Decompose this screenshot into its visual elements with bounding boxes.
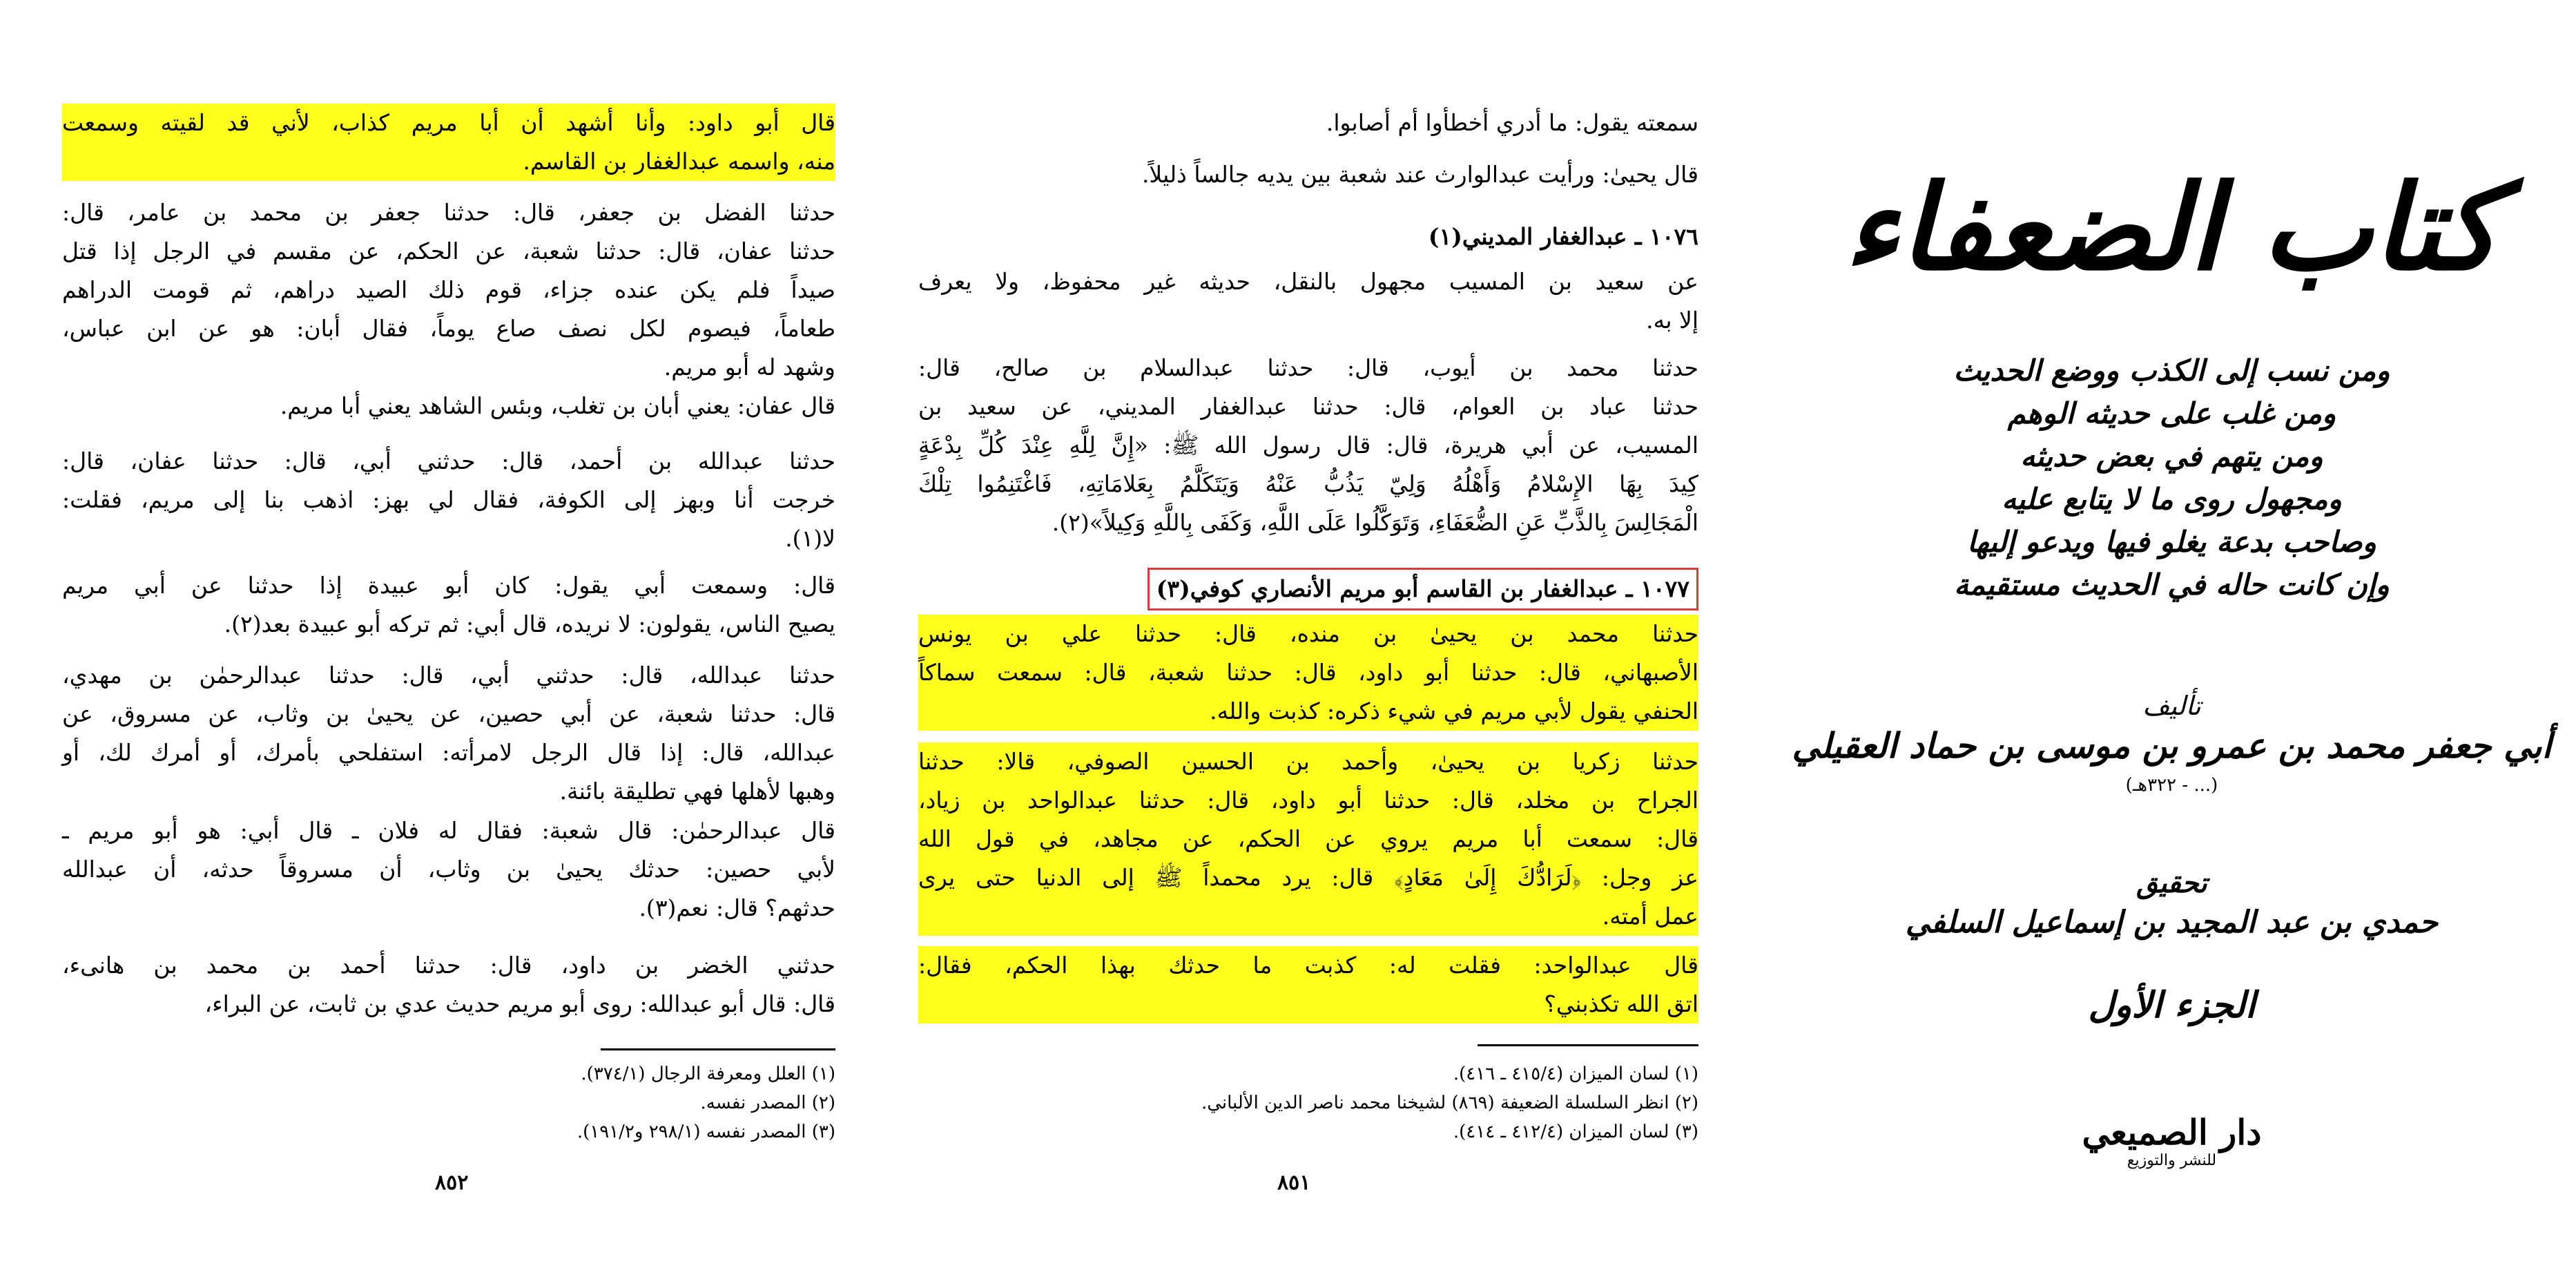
text-line: حدثنا محمد بن أيوب، قال: حدثنا عبدالسلام بن صالح، قال: [918, 354, 1698, 381]
paragraph [62, 811, 835, 928]
cover-page [1768, 0, 2576, 1268]
text-line: صيداً فلم يكن عنده جزاء، قوم ذلك الصيد دراهم، ثم قومت الدراهم [62, 276, 835, 303]
paragraph [62, 656, 835, 811]
subtitle-line: ومن غلب على حديثه الوهم [2007, 396, 2336, 430]
text-line: وشهد له أبو مريم. [664, 354, 835, 381]
subtitle-line: ومن يتهم في بعض حديثه [2020, 439, 2323, 473]
paragraph [62, 193, 835, 387]
text-line: قال يحيىٰ: ورأيت عبدالوارث عند شعبة بين يديه جالساً ذليلاً. [1141, 161, 1698, 188]
text-line: حدثنا زكريا بن يحيىٰ، وأحمد بن الحسين الصوفي، قالا: حدثنا [918, 742, 1698, 781]
text-line: الأصبهاني، قال: حدثنا أبو داود، قال: حدثنا شعبة، قال: سمعت سماكاً [918, 653, 1698, 692]
footnote: (٢) المصدر نفسه. [700, 1093, 835, 1113]
text-line: عبدالله، قال: إذا قال الرجل لامرأته: استفلحي بأمرك، أو أمرك لك، أو [62, 739, 835, 766]
text-line: سمعته يقول: ما أدري أخطأوا أم أصابوا. [1326, 109, 1698, 136]
text-line: اتق الله تكذبني؟ [918, 985, 1698, 1024]
text-line: قال عبدالواحد: فقلت له: كذبت ما حدثك بهذا الحكم، فقال: [918, 946, 1698, 985]
footnote: (١) العلل ومعرفة الرجال (٣٧٤/١). [581, 1064, 835, 1084]
author-label: تأليف [2142, 691, 2201, 721]
text-line: قال: قال أبو عبدالله: روى أبو مريم حديث عدي بن ثابت، عن البراء، [204, 990, 835, 1017]
text-line: يصيح الناس، يقولون: لا نريده، قال أبي: ثم تركه أبو عبيدة بعد(٢). [224, 611, 835, 637]
text-line: حدثنا عباد بن العوام، قال: حدثنا عبدالغفار المديني، عن سعيد بن [918, 393, 1698, 420]
footnote: (٣) المصدر نفسه (٢٩٨/١ و١٩١/٢). [577, 1122, 835, 1142]
text-line: عن سعيد بن المسيب مجهول بالنقل، حديثه غير محفوظ، ولا يعرف [918, 268, 1698, 295]
text-line: لا(١). [785, 525, 835, 552]
entry-description [918, 262, 1698, 340]
text-line: عز وجل: ﴿لَرَادُّكَ إِلَىٰ مَعَادٍ﴾ قال: يرد محمداً ﷺ إلى الدنيا حتى يرى [918, 858, 1698, 897]
entry-heading-1077-wrap [918, 568, 1698, 611]
subtitle-line: ومن نسب إلى الكذب ووضع الحديث [1953, 354, 2390, 387]
publisher-tagline: للنشر والتوزيع [2127, 1152, 2217, 1169]
hadith-paragraph [918, 349, 1698, 542]
text-line: عمل أمته. [918, 897, 1698, 936]
editor-label: تحقيق [2136, 867, 2207, 899]
highlighted-paragraph [918, 946, 1698, 1024]
text-line: قال عبدالرحمٰن: قال شعبة: فقال له فلان ـ قال أبي: هو أبو مريم ـ [62, 817, 835, 844]
text-line: خرجت أنا وبهز إلى الكوفة، فقال لي بهز: اذهب بنا إلى مريم، فقلت: [62, 486, 835, 513]
entry-heading-1076: ١٠٧٦ ـ عبدالغفار المديني(١) [1428, 223, 1698, 250]
text-line: قال: وسمعت أبي يقول: كان أبو عبيدة إذا حدثنا عن أبي مريم [62, 572, 835, 599]
subtitle-line: وإن كانت حاله في الحديث مستقيمة [1954, 568, 2390, 602]
editor-name: حمدي بن عبد المجيد بن إسماعيل السلفي [1905, 905, 2439, 940]
entry-heading-1077: ١٠٧٧ ـ عبدالغفار بن القاسم أبو مريم الأنصاري كوفي(٣) [1147, 568, 1698, 611]
text-line: حدثنا عفان، قال: حدثنا شعبة، عن الحكم، عن مقسم في الرجل إذا قتل [62, 238, 835, 265]
highlighted-paragraph [918, 742, 1698, 936]
footnote: (٢) انظر السلسلة الضعيفة (٨٦٩) لشيخنا محمد ناصر الدين الألباني. [1201, 1093, 1698, 1113]
page-852 [62, 0, 835, 1268]
text-line: لأبي حصين: حدثك يحيىٰ بن وثاب، أن مسروقاً حدثه، أن عبدالله [62, 856, 835, 883]
page-number: ٨٥١ [1277, 1171, 1311, 1195]
paragraph [918, 155, 1698, 194]
text-line: المسيب، عن أبي هريرة، قال: قال رسول الله ﷺ: «إِنَّ لِلَّهِ عِنْدَ كُلِّ بِدْعَةٍ [918, 432, 1698, 459]
text-line: وهبها لأهلها فهي تطليقة بائنة. [559, 778, 835, 805]
volume-label: الجزء الأول [2088, 984, 2256, 1026]
text-line: قال أبو داود: وأنا أشهد أن أبا مريم كذاب، لأني قد لقيته وسمعت [62, 104, 835, 142]
paragraph [918, 104, 1698, 142]
subtitle-line: وصاحب بدعة يغلو فيها ويدعو إليها [1967, 525, 2376, 559]
highlighted-paragraph [918, 615, 1698, 731]
subtitle-line: ومجهول روى ما لا يتابع عليه [2002, 482, 2342, 516]
highlighted-paragraph [62, 104, 835, 181]
footnote: (١) لسان الميزان (٤١٥/٤ ـ ٤١٦). [1453, 1064, 1698, 1084]
page-number: ٨٥٢ [435, 1171, 469, 1195]
text-line: الْمَجَالِسَ بِالذَّبِّ عَنِ الضُّعَفَاءِ، وَتَوَكَّلُوا عَلَى اللَّهِ، وَكَفَى بِاللَّهِ وَكِيلاً»(٢). [1052, 509, 1698, 536]
paragraph [62, 566, 835, 644]
text-line: حدثنا عبدالله، قال: حدثني أبي، قال: حدثنا عبدالرحمٰن بن مهدي، [62, 662, 835, 689]
text-line: حدثهم؟ قال: نعم(٣). [639, 894, 835, 921]
text-line: منه، واسمه عبدالغفار بن القاسم. [62, 142, 835, 181]
text-line: حدثنا عبدالله بن أحمد، قال: حدثني أبي، قال: حدثنا عفان، قال: [62, 448, 835, 474]
paragraph [62, 387, 835, 425]
book-title: كتاب الضعفاء [1843, 159, 2500, 297]
text-line: إلا به. [1646, 307, 1698, 334]
text-line: قال: سمعت أبا مريم يروي عن الحكم، عن مجاهد، في قول الله [918, 820, 1698, 858]
text-line: قال: حدثنا شعبة، عن أبي حصين، عن يحيىٰ بن وثاب، عن مسروق، عن [62, 700, 835, 727]
text-line: طعاماً، فيصوم لكل نصف صاع يوماً، فقال أبان: هو عن ابن عباس، [62, 315, 835, 342]
footnote-rule [601, 1048, 835, 1050]
text-line: حدثنا الفضل بن جعفر، قال: حدثنا جعفر بن محمد بن عامر، قال: [62, 199, 835, 226]
footnote-rule [1478, 1044, 1698, 1046]
author-name: أبي جعفر محمد بن عمرو بن موسى بن حماد العقيلي [1792, 725, 2552, 766]
publisher-logo: دار الصميعي [2082, 1112, 2262, 1153]
text-line: كِيدَ بِهَا الإِسْلامُ وَأَهْلُهُ وَلِيّ يَذُبُّ عَنْهُ وَيَتَكَلَّمُ بِعَلامَاتِهِ، فَاغْتَنِمُوا تِلْكَ [918, 470, 1698, 497]
text-line: حدثني الخضر بن داود، قال: حدثنا أحمد بن محمد بن هانىء، [62, 952, 835, 979]
paragraph [62, 946, 835, 1024]
text-line: قال عفان: يعني أبان بن تغلب، وبئس الشاهد يعني أبا مريم. [280, 392, 835, 419]
text-line: الحنفي يقول لأبي مريم في شيء ذكره: كذبت والله. [918, 692, 1698, 731]
footnote: (٣) لسان الميزان (٤١٢/٤ ـ ٤١٤). [1453, 1122, 1698, 1142]
text-line: حدثنا محمد بن يحيىٰ بن منده، قال: حدثنا علي بن يونس [918, 615, 1698, 653]
author-dates: (... - ٣٢٢هـ) [2125, 775, 2218, 796]
page-851 [918, 0, 1698, 1268]
paragraph [62, 442, 835, 558]
text-line: الجراح بن مخلد، قال: حدثنا أبو داود، قال: حدثنا عبدالواحد بن زياد، [918, 781, 1698, 820]
